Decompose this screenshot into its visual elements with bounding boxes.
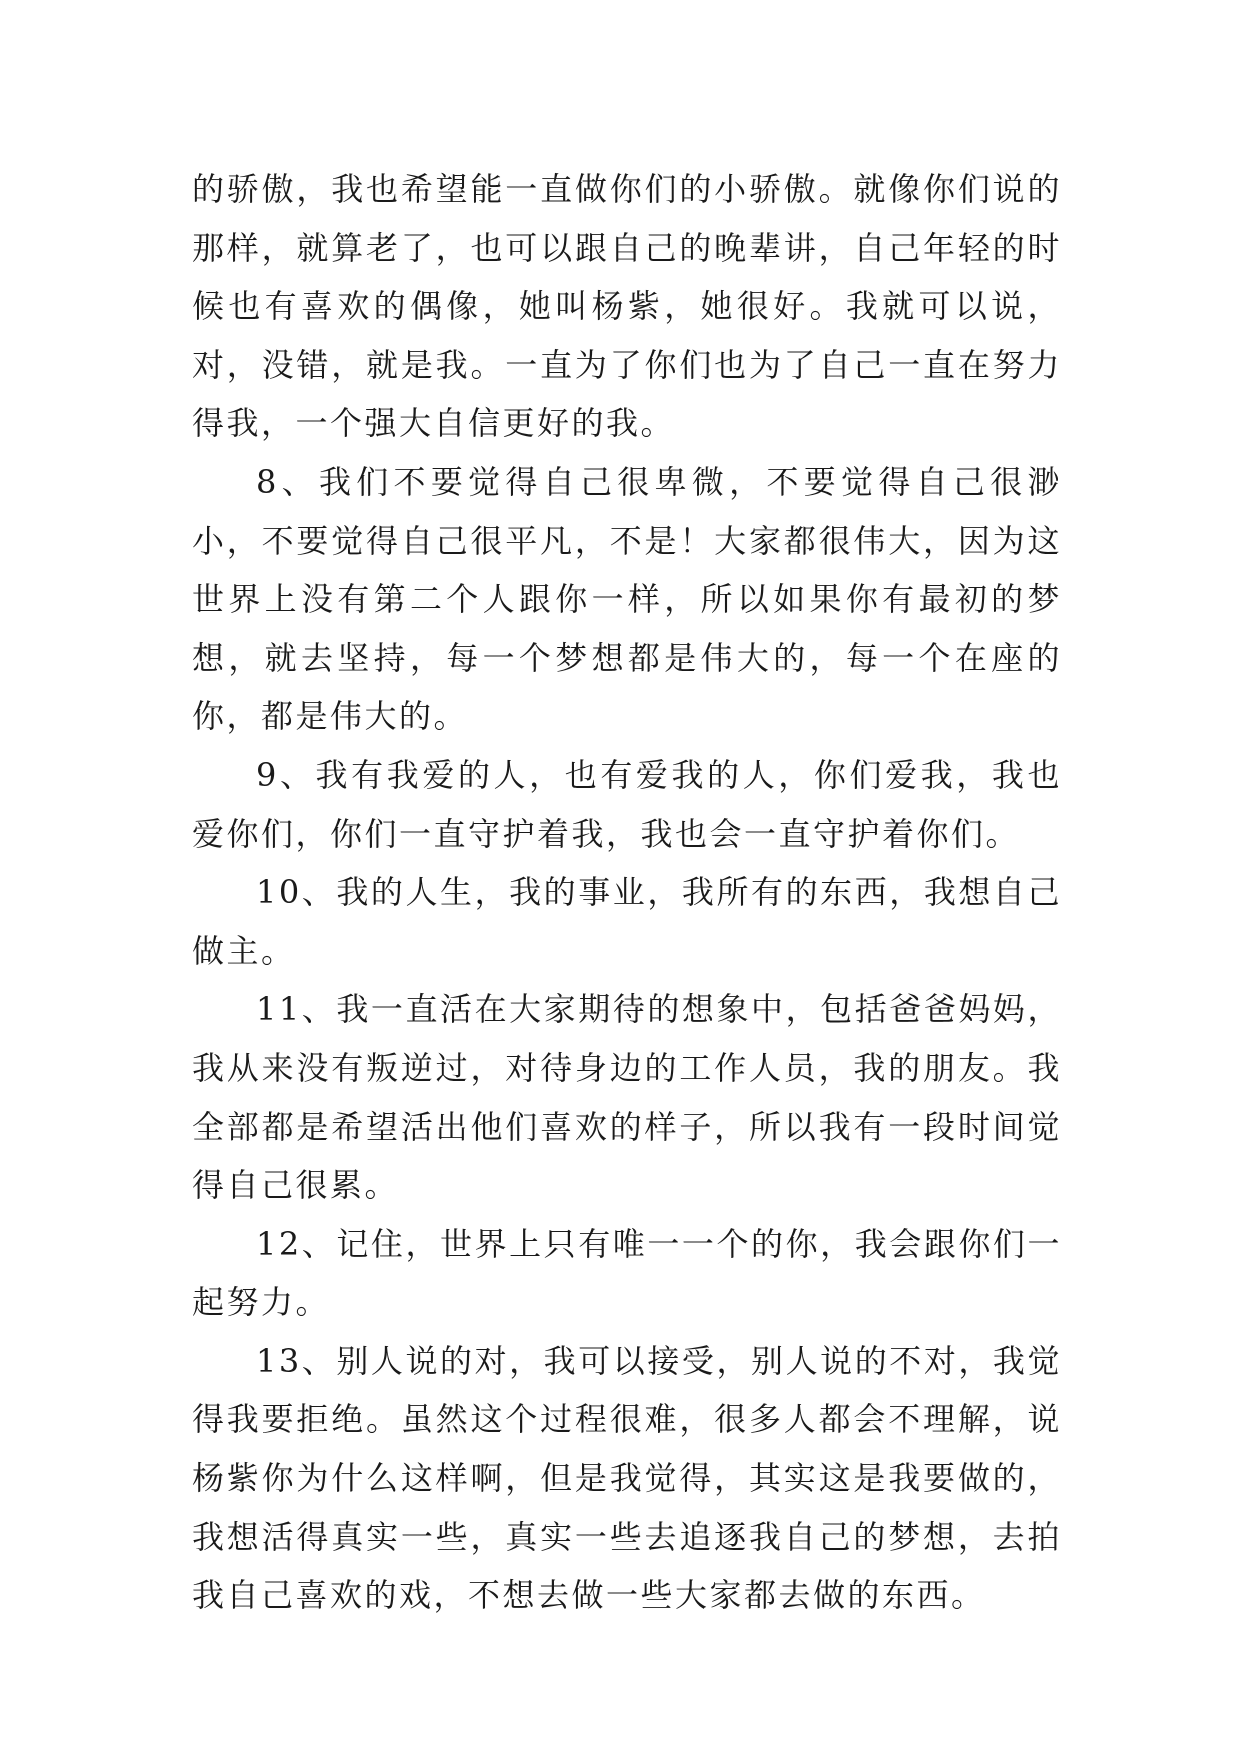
paragraph-continuation: 的骄傲，我也希望能一直做你们的小骄傲。就像你们说的那样，就算老了，也可以跟自己的晚辈讲，自己年轻的时候也有喜欢的偶像，她叫杨紫，她很好。我就可以说，对，没错，就是我。一直为了你们也为了自己一直在努力得我，一个强大自信更好的我。 <box>192 170 1062 443</box>
paragraph-item-13: 13、别人说的对，我可以接受，别人说的不对，我觉得我要拒绝。虽然这个过程很难，很多人都会不理解，说杨紫你为什么这样啊，但是我觉得，其实这是我要做的，我想活得真实一些，真实一些去追逐我自己的梦想，去拍我自己喜欢的戏，不想去做一些大家都去做的东西。 <box>192 1341 1062 1615</box>
paragraph-item-12: 12、记住，世界上只有唯一一个的你，我会跟你们一起努力。 <box>192 1224 1062 1322</box>
paragraph-item-10: 10、我的人生，我的事业，我所有的东西，我想自己做主。 <box>192 873 1062 970</box>
paragraph-item-8: 8、我们不要觉得自己很卑微，不要觉得自己很渺小，不要觉得自己很平凡，不是！大家都很伟大，因为这世界上没有第二个人跟你一样，所以如果你有最初的梦想，就去坚持，每一个梦想都是伟大的，每一个在座的你，都是伟大的。 <box>192 462 1062 736</box>
body-text <box>192 160 1062 1625</box>
paragraph-item-9: 9、我有我爱的人，也有爱我的人，你们爱我，我也爱你们，你们一直守护着我，我也会一直守护着你们。 <box>192 755 1062 853</box>
paragraph-item-11: 11、我一直活在大家期待的想象中，包括爸爸妈妈，我从来没有叛逆过，对待身边的工作人员，我的朋友。我全部都是希望活出他们喜欢的样子，所以我有一段时间觉得自己很累。 <box>192 990 1062 1205</box>
